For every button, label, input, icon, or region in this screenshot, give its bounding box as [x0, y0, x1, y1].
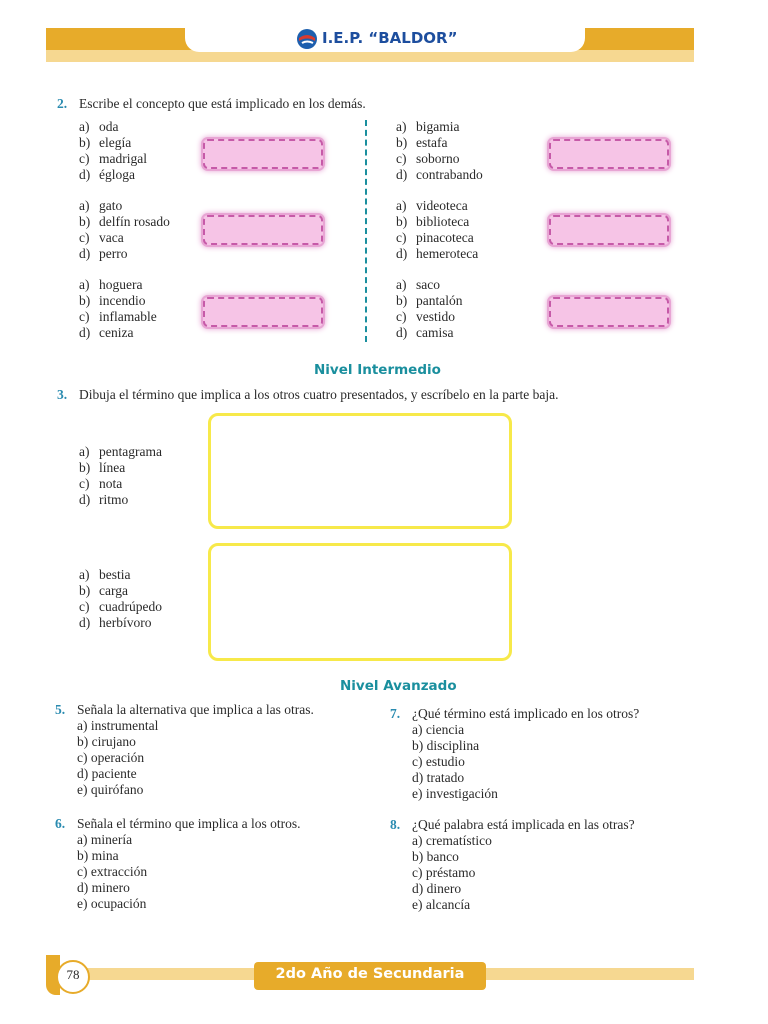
q8-number: 8.: [390, 817, 401, 832]
q8-options: [412, 833, 492, 913]
list-item: c) madrigal: [79, 151, 147, 166]
list-item: b) cirujano: [77, 734, 136, 749]
header-title: I.E.P. “BALDOR”: [322, 29, 458, 47]
list-item: d) tratado: [412, 770, 465, 785]
section-title-intermedio: Nivel Intermedio: [314, 362, 441, 378]
list-item: b) mina: [77, 848, 119, 863]
list-item: b) elegía: [79, 135, 132, 150]
list-item: d) herbívoro: [79, 615, 152, 630]
q2-number: 2.: [57, 96, 68, 111]
list-item: a) saco: [396, 277, 440, 292]
list-item: a) instrumental: [77, 718, 159, 733]
list-item: e) ocupación: [77, 896, 147, 911]
list-item: d) minero: [77, 880, 130, 895]
q8-text: ¿Qué palabra está implicada en las otras?: [412, 817, 635, 832]
page-number: 78: [66, 967, 80, 982]
list-item: b) estafa: [396, 135, 448, 150]
list-item: c) pinacoteca: [396, 230, 474, 245]
list-item: a) minería: [77, 832, 133, 847]
q2-group-4: [396, 198, 478, 262]
list-item: a) bigamia: [396, 119, 460, 134]
list-item: b) delfín rosado: [79, 214, 170, 229]
answer-box[interactable]: [203, 139, 323, 169]
answer-box[interactable]: [203, 297, 323, 327]
q2-group-6: [396, 277, 463, 341]
list-item: c) soborno: [396, 151, 460, 166]
list-item: d) perro: [79, 246, 128, 261]
list-item: c) nota: [79, 476, 123, 491]
list-item: a) crematístico: [412, 833, 492, 848]
list-item: a) oda: [79, 119, 119, 134]
column-divider: [365, 120, 367, 342]
list-item: a) bestia: [79, 567, 131, 582]
list-item: c) cuadrúpedo: [79, 599, 162, 614]
list-item: e) alcancía: [412, 897, 471, 912]
list-item: c) estudio: [412, 754, 465, 769]
list-item: c) préstamo: [412, 865, 476, 880]
q3-number: 3.: [57, 387, 68, 402]
list-item: d) camisa: [396, 325, 454, 340]
list-item: c) vestido: [396, 309, 455, 324]
q6-text: Señala el término que implica a los otros.: [77, 816, 301, 831]
list-item: a) hoguera: [79, 277, 143, 292]
list-item: b) carga: [79, 583, 128, 598]
q7-options: [412, 722, 498, 802]
answer-box[interactable]: [203, 215, 323, 245]
q7-text: ¿Qué término está implicado en los otros?: [412, 706, 640, 721]
q3-group-1: [79, 444, 162, 508]
answer-box[interactable]: [549, 297, 669, 327]
list-item: e) investigación: [412, 786, 498, 801]
answer-box[interactable]: [549, 139, 669, 169]
q2-group-5: [79, 277, 157, 341]
list-item: b) disciplina: [412, 738, 480, 753]
list-item: d) dinero: [412, 881, 462, 896]
q2-group-1: [79, 119, 147, 183]
list-item: b) pantalón: [396, 293, 463, 308]
list-item: b) biblioteca: [396, 214, 470, 229]
baldor-logo-icon: [296, 28, 318, 50]
list-item: a) pentagrama: [79, 444, 162, 459]
q6-number: 6.: [55, 816, 66, 831]
list-item: b) incendio: [79, 293, 146, 308]
drawing-box[interactable]: [208, 543, 512, 661]
q2-group-3: [79, 198, 170, 262]
list-item: d) ceniza: [79, 325, 134, 340]
q2-text: Escribe el concepto que está implicado en los demás.: [79, 96, 366, 111]
q7-number: 7.: [390, 706, 401, 721]
list-item: a) videoteca: [396, 198, 468, 213]
list-item: a) ciencia: [412, 722, 465, 737]
list-item: d) contrabando: [396, 167, 483, 182]
footer-grade: 2do Año de Secundaria: [275, 966, 465, 982]
q3-group-2: [79, 567, 162, 631]
list-item: d) égloga: [79, 167, 135, 182]
list-item: c) extracción: [77, 864, 148, 879]
list-item: c) inflamable: [79, 309, 157, 324]
list-item: d) paciente: [77, 766, 137, 781]
list-item: c) operación: [77, 750, 145, 765]
list-item: c) vaca: [79, 230, 124, 245]
list-item: b) línea: [79, 460, 126, 475]
q2-group-2: [396, 119, 483, 183]
q6-options: [77, 832, 147, 912]
q5-text: Señala la alternativa que implica a las otras.: [77, 702, 314, 717]
section-title-avanzado: Nivel Avanzado: [340, 678, 457, 694]
q5-number: 5.: [55, 702, 66, 717]
list-item: b) banco: [412, 849, 459, 864]
list-item: a) gato: [79, 198, 123, 213]
list-item: e) quirófano: [77, 782, 144, 797]
list-item: d) ritmo: [79, 492, 129, 507]
q3-text: Dibuja el término que implica a los otros cuatro presentados, y escríbelo en la parte baja.: [79, 387, 559, 402]
drawing-box[interactable]: [208, 413, 512, 529]
answer-box[interactable]: [549, 215, 669, 245]
list-item: d) hemeroteca: [396, 246, 479, 261]
q5-options: [77, 718, 158, 798]
